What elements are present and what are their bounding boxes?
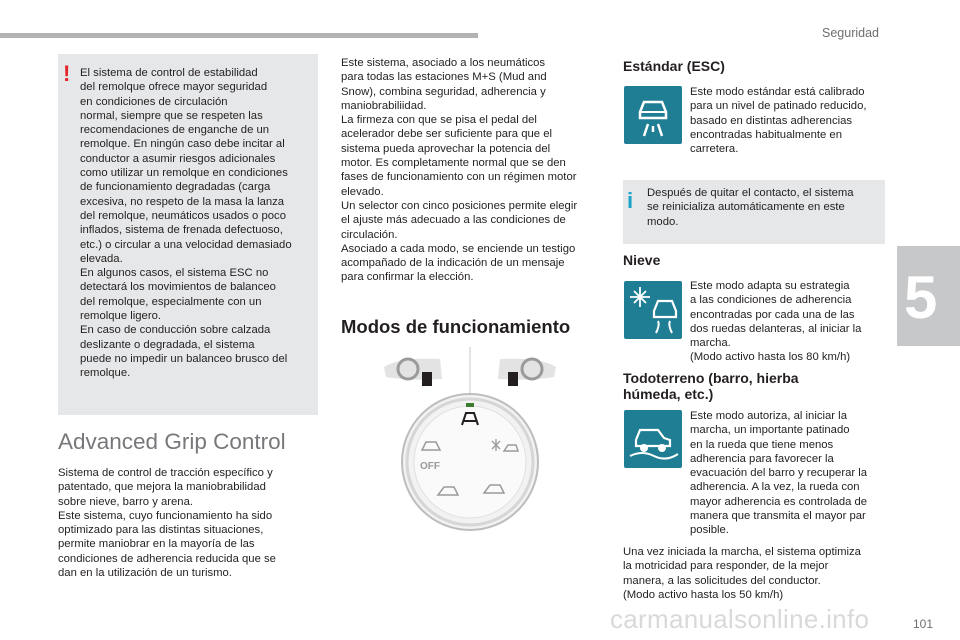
car-road-icon xyxy=(624,86,682,144)
info-icon: i xyxy=(627,188,634,213)
offroad-text: Este modo autoriza, al iniciar la marcha, un importante patinado en la rueda que tiene menos adherencia para favorecer la evacuación del barro y recuperar la adherencia. A la vez, la rueda con mayor adherencia es controlada de manera que transmita el mayor par posible. xyxy=(690,410,868,537)
mud-car-icon xyxy=(624,410,682,468)
agc-text: Sistema de control de tracción específico y patentado, que mejora la maniobrabilidad sobre nieve, barro y arena. Este sistema, cuyo funcionamiento ha sido optimizado para las distintas situaciones, permite maniobrar en la mayoría de las condiciones de adherencia reducida que se dan en la utilización de un turismo. xyxy=(58,467,276,580)
dial-off-label: OFF xyxy=(420,461,440,472)
header-rule xyxy=(0,33,478,38)
dashboard-left-icon xyxy=(384,359,442,386)
snow-heading: Nieve xyxy=(623,252,661,268)
section-title: Seguridad xyxy=(822,26,879,40)
esc-heading: Estándar (ESC) xyxy=(623,58,725,74)
warning-text: El sistema de control de estabilidad del remolque ofrece mayor seguridad en condiciones de circulación normal, siempre que se respeten las recomendaciones de enganche de un remolque. En ningún caso debe incitar al conductor a asumir riesgos adicionales como utilizar un remolque en condiciones de funcionamiento degradadas (carga excesiva, no respeto de la masa la lanza del remolque, neumáticos usados o poco inflados, sistema de frenada defectuoso, etc.) o circular a una velocidad demasiado elevada. En algunos casos, el sistema ESC no detectará los movimientos de balanceo del remolque, especialmente con un remolque ligero. En caso de conducción sobre calzada deslizante o degradada, el sistema puede no impedir un balanceo brusco del remolque. xyxy=(80,67,292,380)
mode-selector-illustration xyxy=(380,345,560,535)
watermark: carmanualsonline.info xyxy=(610,604,870,634)
dashboard-right-icon xyxy=(498,359,556,386)
modes-heading: Modos de funcionamiento xyxy=(341,316,571,337)
warning-exclamation-icon: ! xyxy=(63,61,71,86)
agc-heading: Advanced Grip Control xyxy=(58,429,286,454)
offroad-after-text: Una vez iniciada la marcha, el sistema optimiza la motricidad para responder, de la mejor manera, a las solicitudes del conductor. (Modo activo hasta los 50 km/h) xyxy=(623,546,861,601)
chapter-number: 5 xyxy=(904,264,938,331)
page-number: 101 xyxy=(913,617,934,631)
offroad-heading: Todoterreno (barro, hierba húmeda, etc.) xyxy=(623,370,799,402)
esc-text: Este modo estándar está calibrado para un nivel de patinado reducido, basado en distintas adherencias encontradas habitualmente en carretera. xyxy=(690,86,867,156)
info-text: Después de quitar el contacto, el sistema se reinicializa automáticamente en este modo. xyxy=(647,187,854,228)
snow-text: Este modo adapta su estrategia a las condiciones de adherencia encontradas por cada una de las dos ruedas delanteras, al iniciar la marcha. (Modo activo hasta los 80 km/h) xyxy=(690,280,862,364)
snowflake-car-icon xyxy=(624,281,682,339)
system-description: Este sistema, asociado a los neumáticos para todas las estaciones M+S (Mud and Snow), combina seguridad, adherencia y maniobrabiliidad. La firmeza con que se pisa el pedal del acelerador debe ser suficiente para que el sistema pueda aprovechar la potencia del motor. Es completamente normal que se den fases de funcionamiento con un régimen motor elevado. Un selector con cinco posiciones permite elegir el ajuste más adecuado a las condiciones de circulación. Asociado a cada modo, se enciende un testigo acompañado de la indicación de un mensaje para confirmar la elección. xyxy=(341,57,578,284)
